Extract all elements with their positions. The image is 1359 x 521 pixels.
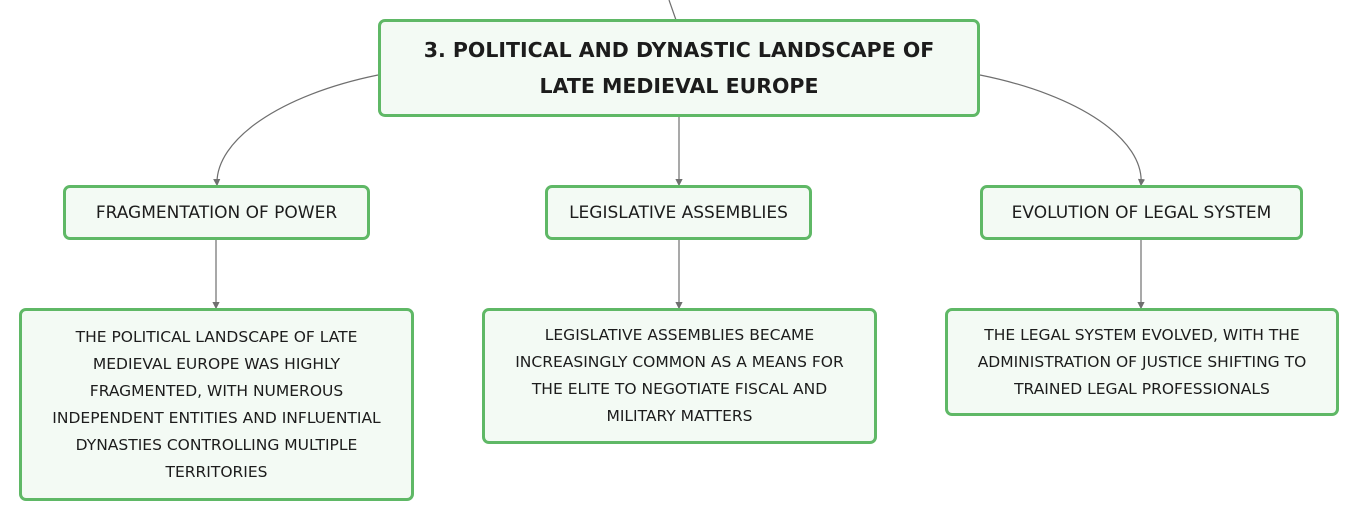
branch-node-fragmentation-of-power[interactable]	[63, 185, 370, 240]
branch-node-legislative-assemblies[interactable]	[545, 185, 812, 240]
branch-label: FRAGMENTATION OF POWER	[95, 202, 338, 223]
detail-text: LEGISLATIVE ASSEMBLIES BECAME INCREASINGLY COMMON AS A MEANS FOR THE ELITE TO NEGOTIATE FISCAL AND MILITARY MATTERS	[515, 326, 844, 425]
connector-root-to-branch-1	[217, 75, 378, 185]
branch-node-evolution-of-legal-system[interactable]	[980, 185, 1303, 240]
detail-node-evolution-of-legal-system[interactable]	[945, 308, 1339, 416]
detail-node-fragmentation-of-power[interactable]	[19, 308, 414, 501]
detail-text: THE POLITICAL LANDSCAPE OF LATE MEDIEVAL EUROPE WAS HIGHLY FRAGMENTED, WITH NUMEROUS INDEPENDENT ENTITIES AND INFLUENTIAL DYNASTIES CONTROLLING MULTIPLE TERRITORIES	[52, 327, 381, 481]
detail-node-legislative-assemblies[interactable]	[482, 308, 877, 444]
connector-root-to-branch-3	[980, 75, 1141, 185]
incoming-connector	[669, 0, 676, 20]
detail-text: THE LEGAL SYSTEM EVOLVED, WITH THE ADMINISTRATION OF JUSTICE SHIFTING TO TRAINED LEGAL PROFESSIONALS	[977, 325, 1307, 398]
branch-label: EVOLUTION OF LEGAL SYSTEM	[1011, 202, 1272, 223]
root-topic-node[interactable]	[378, 19, 980, 117]
root-topic-label: 3. POLITICAL AND DYNASTIC LANDSCAPE OF LATE MEDIEVAL EUROPE	[423, 38, 935, 98]
branch-label: LEGISLATIVE ASSEMBLIES	[569, 202, 788, 223]
